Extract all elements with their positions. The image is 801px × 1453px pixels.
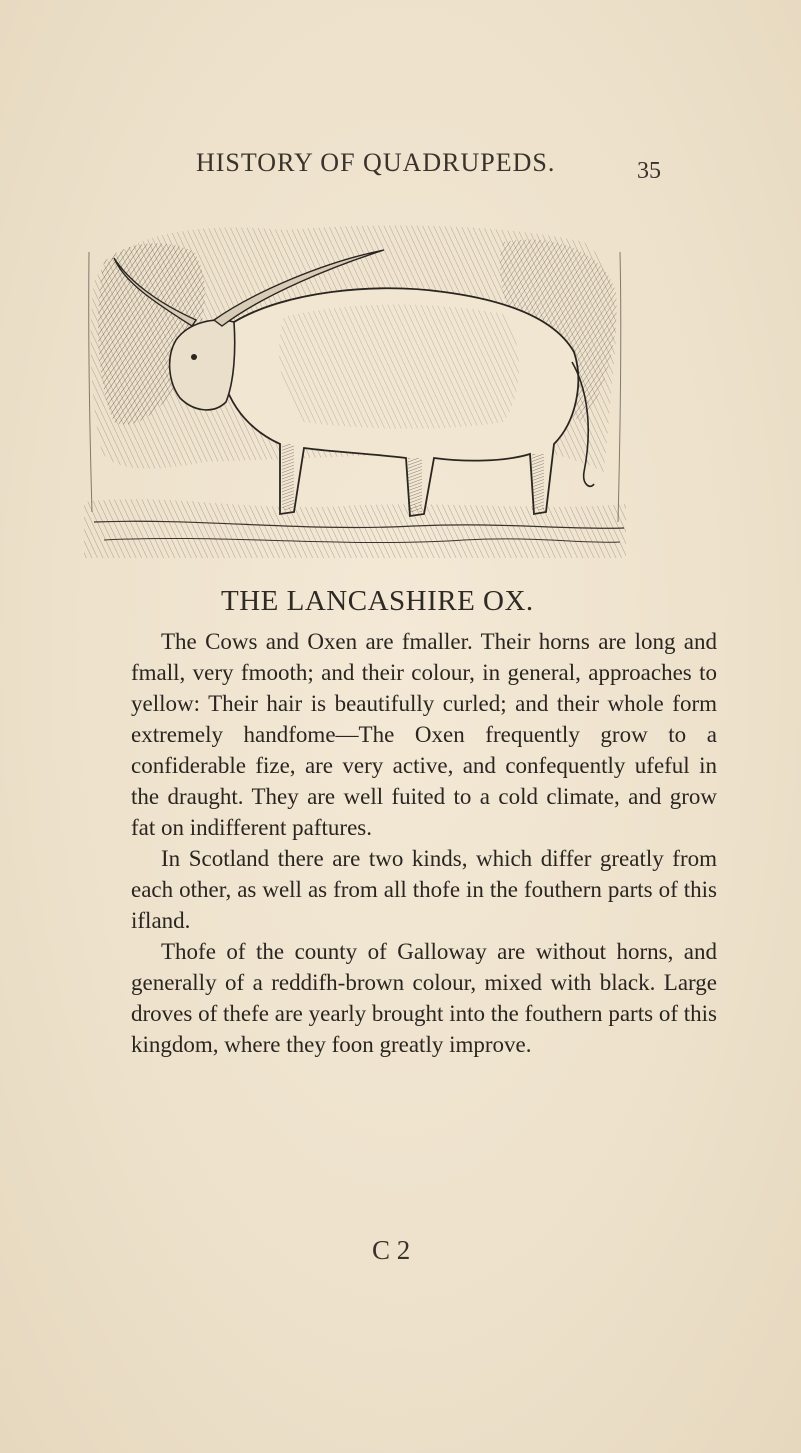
page-number: 35	[637, 158, 661, 184]
body-text	[131, 626, 717, 1060]
running-head: HISTORY OF QUADRUPEDS.	[196, 148, 556, 177]
signature-mark: C 2	[372, 1235, 411, 1265]
paragraph-lancashire-cattle: The Cows and Oxen are fmaller. Their horns are long and fmall, very fmooth; and their colour, in general, approaches to yellow: Their hair is beautifully curled; and their whole form extremely handfome—The Oxen frequently grow to a confiderable fize, are very active, and confequently ufeful in the draught. They are well fuited to a cold climate, and grow fat on indifferent paftures.	[131, 629, 717, 840]
paragraph-galloway-cattle: Thofe of the county of Galloway are without horns, and generally of a reddifh-brown colour, mixed with black. Large droves of thefe are yearly brought into the fouthern parts of this kingdom, where they foon greatly improve.	[131, 939, 717, 1057]
ox-engraving-illustration	[84, 222, 626, 558]
plate-title: THE LANCASHIRE OX.	[221, 585, 534, 617]
paragraph-scotland-kinds: In Scotland there are two kinds, which differ greatly from each other, as well as from all thofe in the fouthern parts of this ifland.	[131, 846, 717, 933]
